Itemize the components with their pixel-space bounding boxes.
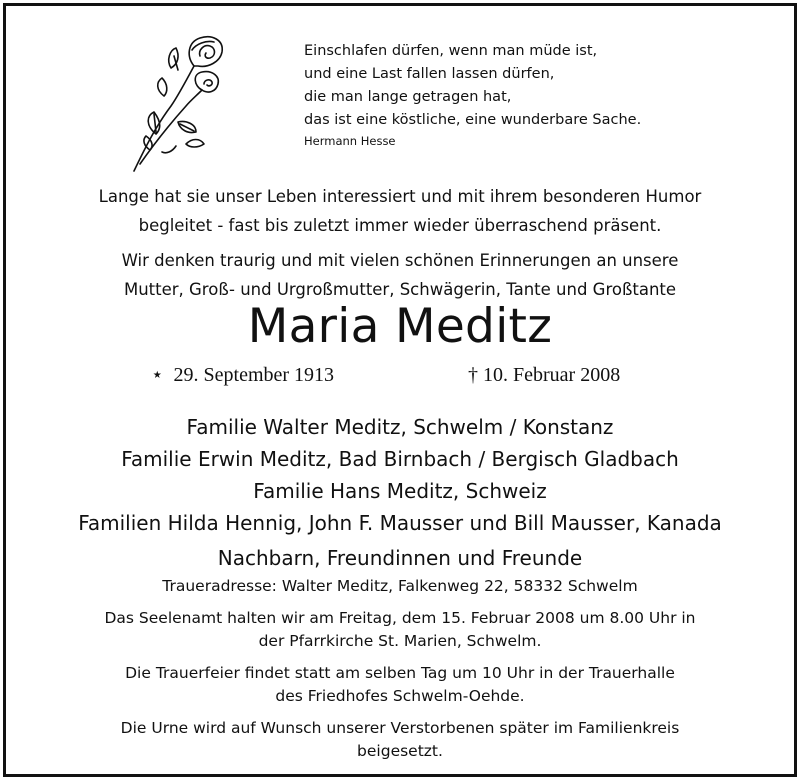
intro-line: Lange hat sie unser Leben interessiert und mit ihrem besonderen Humor xyxy=(98,187,702,206)
family-line: Familie Walter Meditz, Schwelm / Konstanz xyxy=(186,415,614,439)
intro-text xyxy=(6,182,794,304)
birth-star-icon: ⋆ xyxy=(151,364,164,386)
ceremony-line: Die Trauerfeier findet statt am selben Tag um 10 Uhr in der Trauerhalle xyxy=(125,664,675,682)
deceased-name: Maria Meditz xyxy=(247,299,553,354)
birth-date-line xyxy=(151,362,334,388)
death-date: 10. Februar 2008 xyxy=(483,364,621,386)
birth-date: 29. September 1913 xyxy=(173,364,335,386)
death-cross-icon: † xyxy=(468,364,478,386)
poem-line: Einschlafen dürfen, wenn man müde ist, xyxy=(304,43,598,59)
family-list xyxy=(6,411,794,574)
urn-line: Die Urne wird auf Wunsch unserer Verstorbenen später im Familienkreis xyxy=(120,719,680,737)
poem-line: und eine Last fallen lassen dürfen, xyxy=(304,66,555,82)
intro-line: Mutter, Groß- und Urgroßmutter, Schwägerin, Tante und Großtante xyxy=(123,280,677,299)
mourning-address xyxy=(6,575,794,598)
address-line: Traueradresse: Walter Meditz, Falkenweg 22, 58332 Schwelm xyxy=(162,577,638,595)
poem-block xyxy=(304,40,641,150)
requiem-line: Das Seelenamt halten wir am Freitag, dem 15. Februar 2008 um 8.00 Uhr in xyxy=(104,609,696,627)
ceremony-info xyxy=(6,662,794,708)
urn-info xyxy=(6,717,794,763)
rose-icon xyxy=(116,26,231,176)
poem-line: das ist eine köstliche, eine wunderbare Sache. xyxy=(304,112,642,128)
requiem-line: der Pfarrkirche St. Marien, Schwelm. xyxy=(258,632,542,650)
poem-author: Hermann Hesse xyxy=(304,134,396,148)
family-line: Familie Erwin Meditz, Bad Birnbach / Bergisch Gladbach xyxy=(121,447,679,471)
family-line: Familien Hilda Hennig, John F. Mausser und Bill Mausser, Kanada xyxy=(78,511,722,535)
ceremony-line: des Friedhofes Schwelm-Oehde. xyxy=(275,687,525,705)
poem-line: die man lange getragen hat, xyxy=(304,89,512,105)
obituary-frame xyxy=(3,3,797,777)
funeral-info xyxy=(6,575,794,772)
intro-line: begleitet - fast bis zuletzt immer wieder überraschend präsent. xyxy=(138,216,662,235)
requiem-info xyxy=(6,607,794,653)
urn-line: beigesetzt. xyxy=(357,742,443,760)
intro-line: Wir denken traurig und mit vielen schönen Erinnerungen an unsere xyxy=(121,251,679,270)
death-date-line xyxy=(468,362,620,388)
family-line: Familie Hans Meditz, Schweiz xyxy=(253,479,547,503)
family-line: Nachbarn, Freundinnen und Freunde xyxy=(217,546,583,570)
